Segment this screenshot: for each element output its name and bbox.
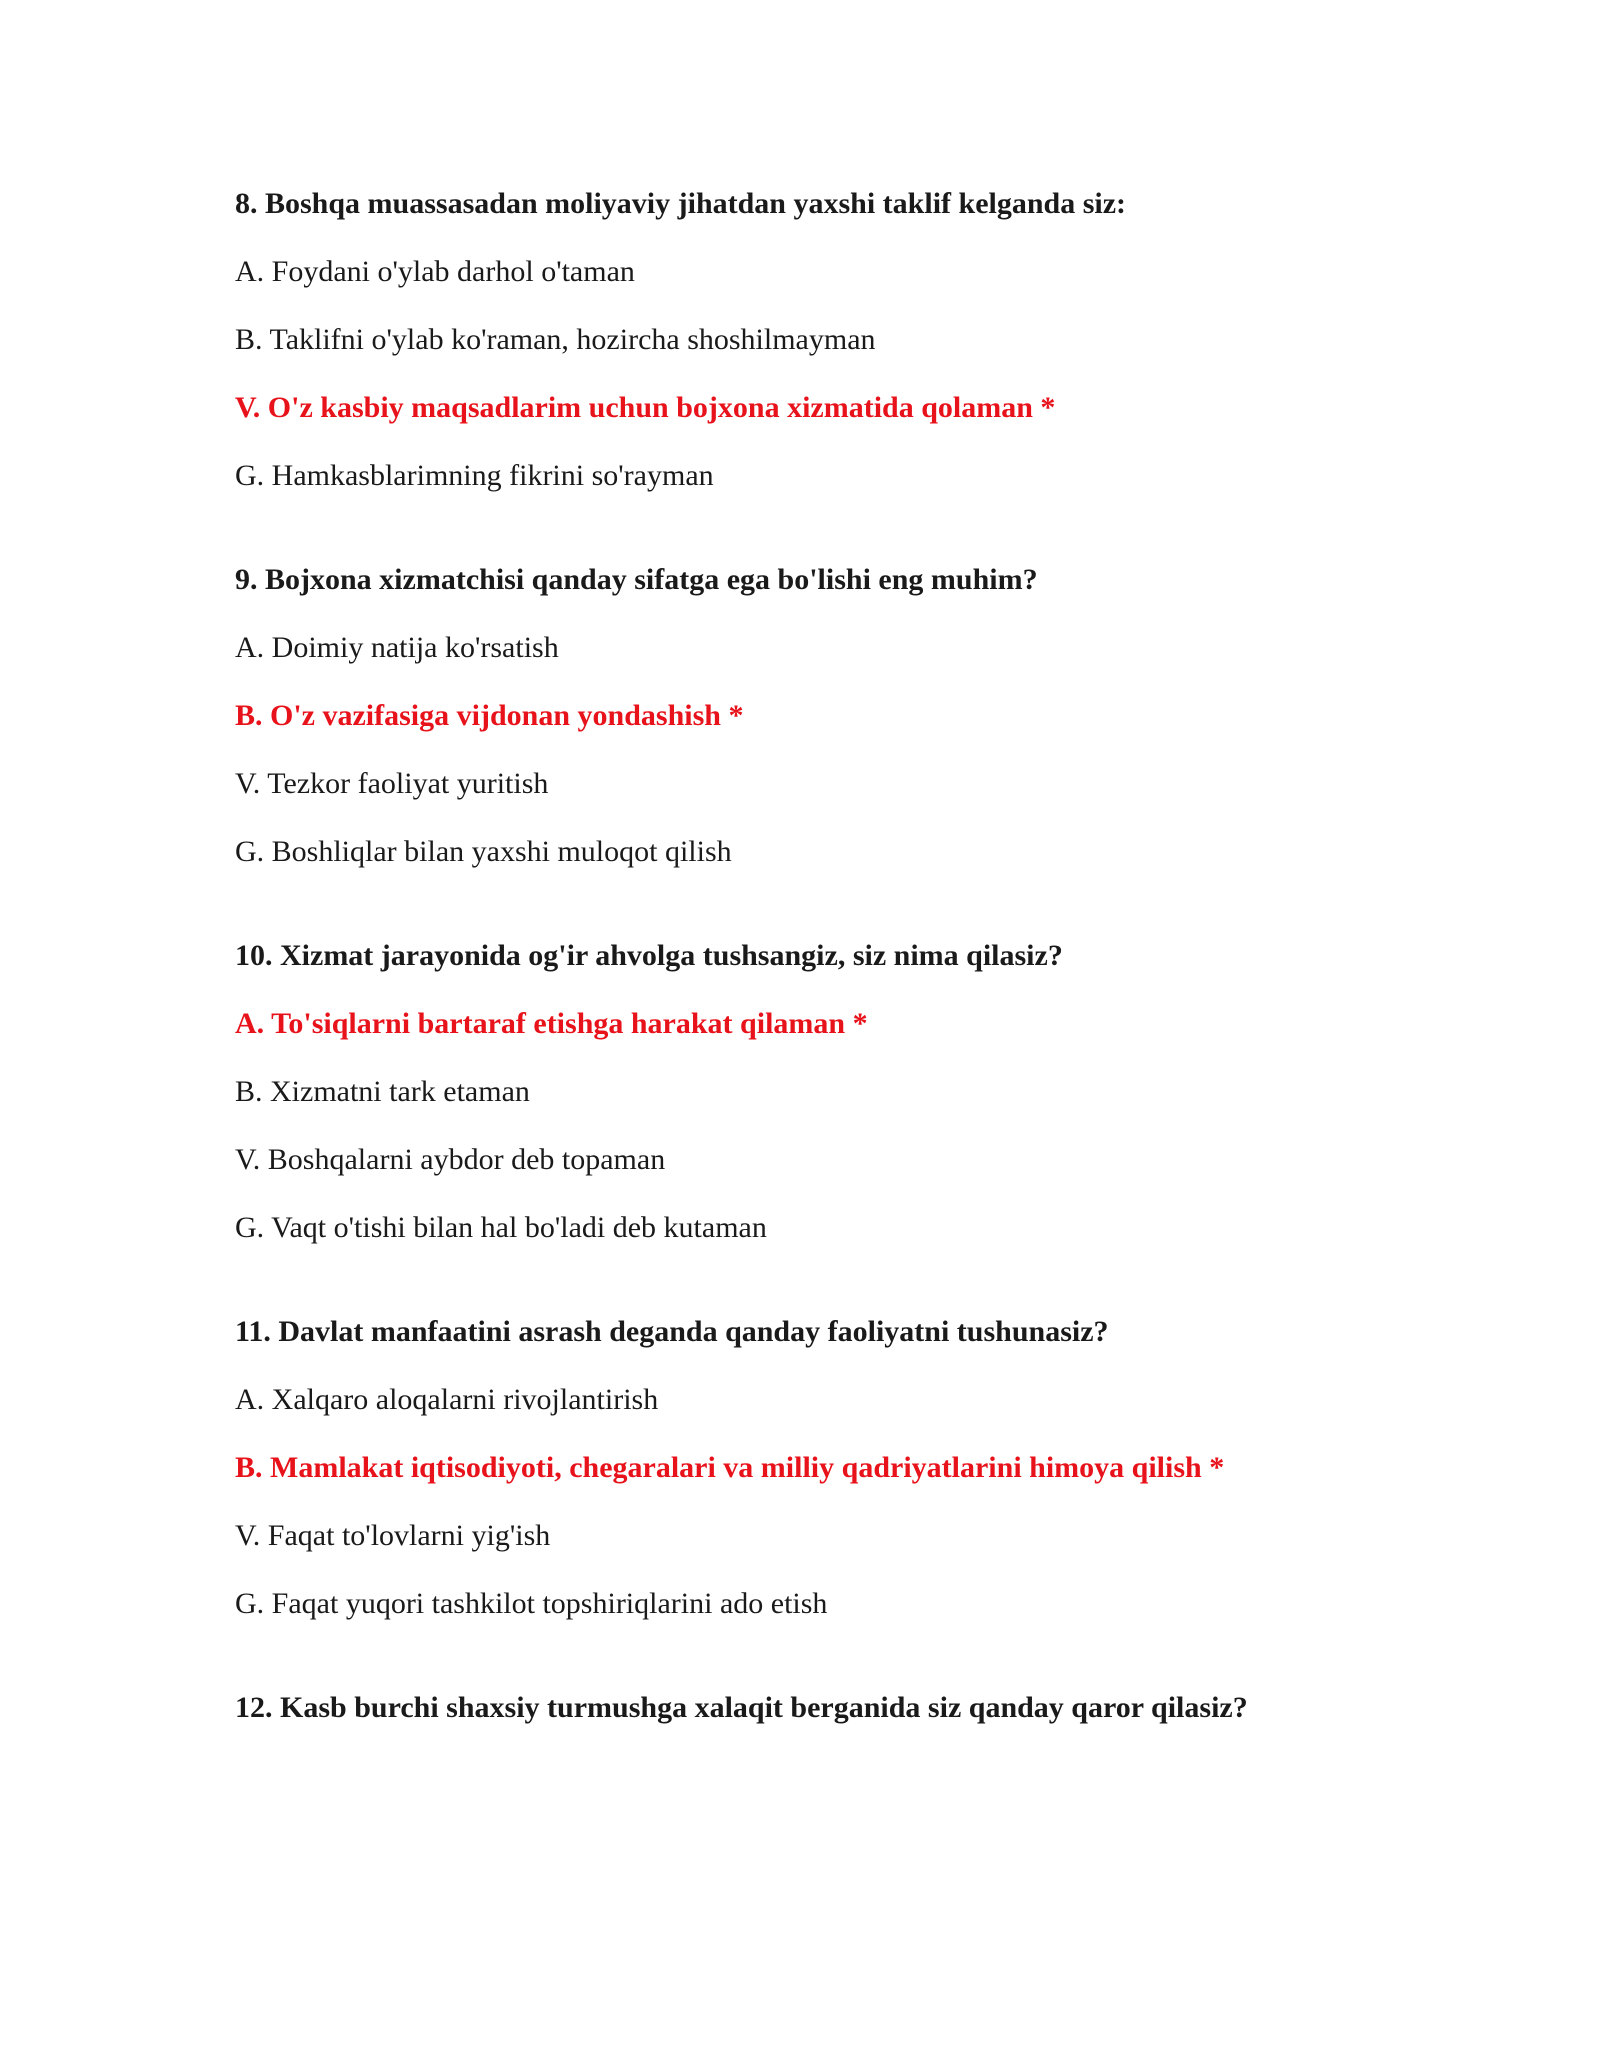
answer-option: G. Hamkasblarimning fikrini so'rayman: [235, 459, 714, 492]
answer-option: G. Boshliqlar bilan yaxshi muloqot qilish: [235, 835, 732, 868]
question-text: 9. Bojxona xizmatchisi qanday sifatga ega bo'lishi eng muhim?: [235, 563, 1038, 596]
correct-answer-option: B. O'z vazifasiga vijdonan yondashish *: [235, 699, 744, 732]
answer-option: G. Vaqt o'tishi bilan hal bo'ladi deb kutaman: [235, 1211, 767, 1244]
answer-option: B. Xizmatni tark etaman: [235, 1075, 530, 1108]
answer-option: V. Tezkor faoliyat yuritish: [235, 767, 549, 800]
answer-option: B. Taklifni o'ylab ko'raman, hozircha shoshilmayman: [235, 323, 876, 356]
correct-answer-option: V. O'z kasbiy maqsadlarim uchun bojxona xizmatida qolaman *: [235, 391, 1056, 424]
question-12: [235, 1690, 1415, 1726]
question-text: 10. Xizmat jarayonida og'ir ahvolga tushsangiz, siz nima qilasiz?: [235, 939, 1063, 972]
question-8: [235, 186, 1415, 494]
correct-answer-option: B. Mamlakat iqtisodiyoti, chegaralari va milliy qadriyatlarini himoya qilish *: [235, 1451, 1225, 1484]
answer-option: A. Foydani o'ylab darhol o'taman: [235, 255, 635, 288]
question-11: [235, 1314, 1415, 1622]
question-text: 12. Kasb burchi shaxsiy turmushga xalaqit berganida siz qanday qaror qilasiz?: [235, 1691, 1248, 1724]
question-9: [235, 562, 1415, 870]
question-text: 11. Davlat manfaatini asrash deganda qanday faoliyatni tushunasiz?: [235, 1315, 1109, 1348]
question-text: 8. Boshqa muassasadan moliyaviy jihatdan yaxshi taklif kelganda siz:: [235, 187, 1127, 220]
answer-option: V. Boshqalarni aybdor deb topaman: [235, 1143, 666, 1176]
correct-answer-option: A. To'siqlarni bartaraf etishga harakat qilaman *: [235, 1007, 868, 1040]
answer-option: A. Doimiy natija ko'rsatish: [235, 631, 559, 664]
question-10: [235, 938, 1415, 1246]
answer-option: V. Faqat to'lovlarni yig'ish: [235, 1519, 551, 1552]
quiz-content: [235, 186, 1415, 1794]
answer-option: G. Faqat yuqori tashkilot topshiriqlarini ado etish: [235, 1587, 828, 1620]
answer-option: A. Xalqaro aloqalarni rivojlantirish: [235, 1383, 659, 1416]
